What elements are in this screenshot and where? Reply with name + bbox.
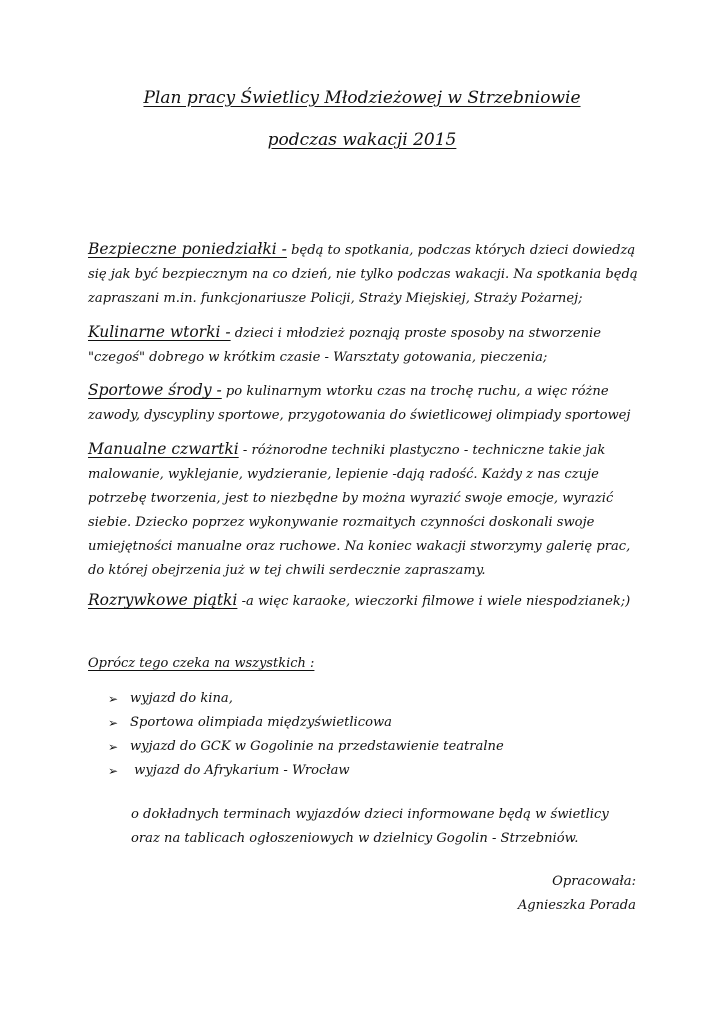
day-block-tuesday (88, 320, 648, 370)
extras-heading: Oprócz tego czeka na wszystkich : (88, 656, 315, 671)
arrow-right-icon: ➢ (108, 692, 119, 706)
schedule-note: o dokładnych terminach wyjazdów dzieci informowane będą w świetlicy oraz na tablicach ogłoszeniowych w dzielnicy Gogolin - Strzebniów. (131, 807, 609, 846)
list-item-text: wyjazd do GCK w Gogolinie na przedstawienie teatralne (130, 739, 504, 754)
day-description: po kulinarnym wtorku czas na trochę ruchu, a więc różne zawody, dyscypliny sportowe, przygotowania do świetlicowej olimpiady sportowej (88, 384, 631, 423)
trips-list (108, 687, 504, 783)
day-block-thursday (88, 437, 648, 583)
day-block-monday (88, 237, 648, 311)
day-description: - różnorodne techniki plastyczno - techniczne takie jak malowanie, wyklejanie, wydzieranie, lepienie -dają radość. Każdy z nas czuje potrzebę tworzenia, jest to niezbędne by można wyrazić swoje emocje, wyrazić siebie. Dziecko poprzez wykonywanie rozmaitych czynności doskonali swoje umiejętności manualne oraz ruchowe. Na koniec wakacji stworzymy galerię prac, do której obejrzenia już w tej chwili serdecznie zapraszamy. (88, 443, 631, 578)
day-heading: Kulinarne wtorki - (88, 323, 231, 341)
signature-name: Agnieszka Porada (517, 898, 636, 913)
day-heading: Bezpieczne poniedziałki - (88, 240, 287, 258)
signature-label: Opracowała: (552, 874, 636, 889)
day-description: -a więc karaoke, wieczorki filmowe i wiele niespodzianek;) (237, 594, 631, 609)
list-item-text: Sportowa olimpiada międzyświetlicowa (130, 715, 392, 730)
day-description: dzieci i młodzież poznają proste sposoby na stworzenie "czegoś" dobrego w krótkim czasie - Warsztaty gotowania, pieczenia; (88, 326, 601, 365)
arrow-right-icon: ➢ (108, 764, 119, 778)
list-item (108, 735, 504, 759)
list-item-text: wyjazd do Afrykarium - Wrocław (130, 763, 350, 778)
arrow-right-icon: ➢ (108, 716, 119, 730)
day-heading: Rozrywkowe piątki (88, 591, 238, 609)
day-block-wednesday (88, 378, 648, 428)
day-heading: Manualne czwartki (88, 440, 239, 458)
day-description: będą to spotkania, podczas których dzieci dowiedzą się jak być bezpiecznym na co dzień, nie tylko podczas wakacji. Na spotkania będą zapraszani m.in. funkcjonariusze Policji, Straży Miejskiej, Straży Pożarnej; (88, 243, 638, 306)
arrow-right-icon: ➢ (108, 740, 119, 754)
list-item-text: wyjazd do kina, (130, 691, 233, 706)
day-heading: Sportowe środy - (88, 381, 222, 399)
signature-block (518, 870, 636, 918)
list-item (108, 711, 504, 735)
document-subtitle: podczas wakacji 2015 (267, 130, 457, 150)
list-item (108, 759, 504, 783)
day-block-friday (88, 588, 648, 614)
document-title: Plan pracy Świetlicy Młodzieżowej w Strzebniowie (143, 88, 581, 108)
list-item (108, 687, 504, 711)
